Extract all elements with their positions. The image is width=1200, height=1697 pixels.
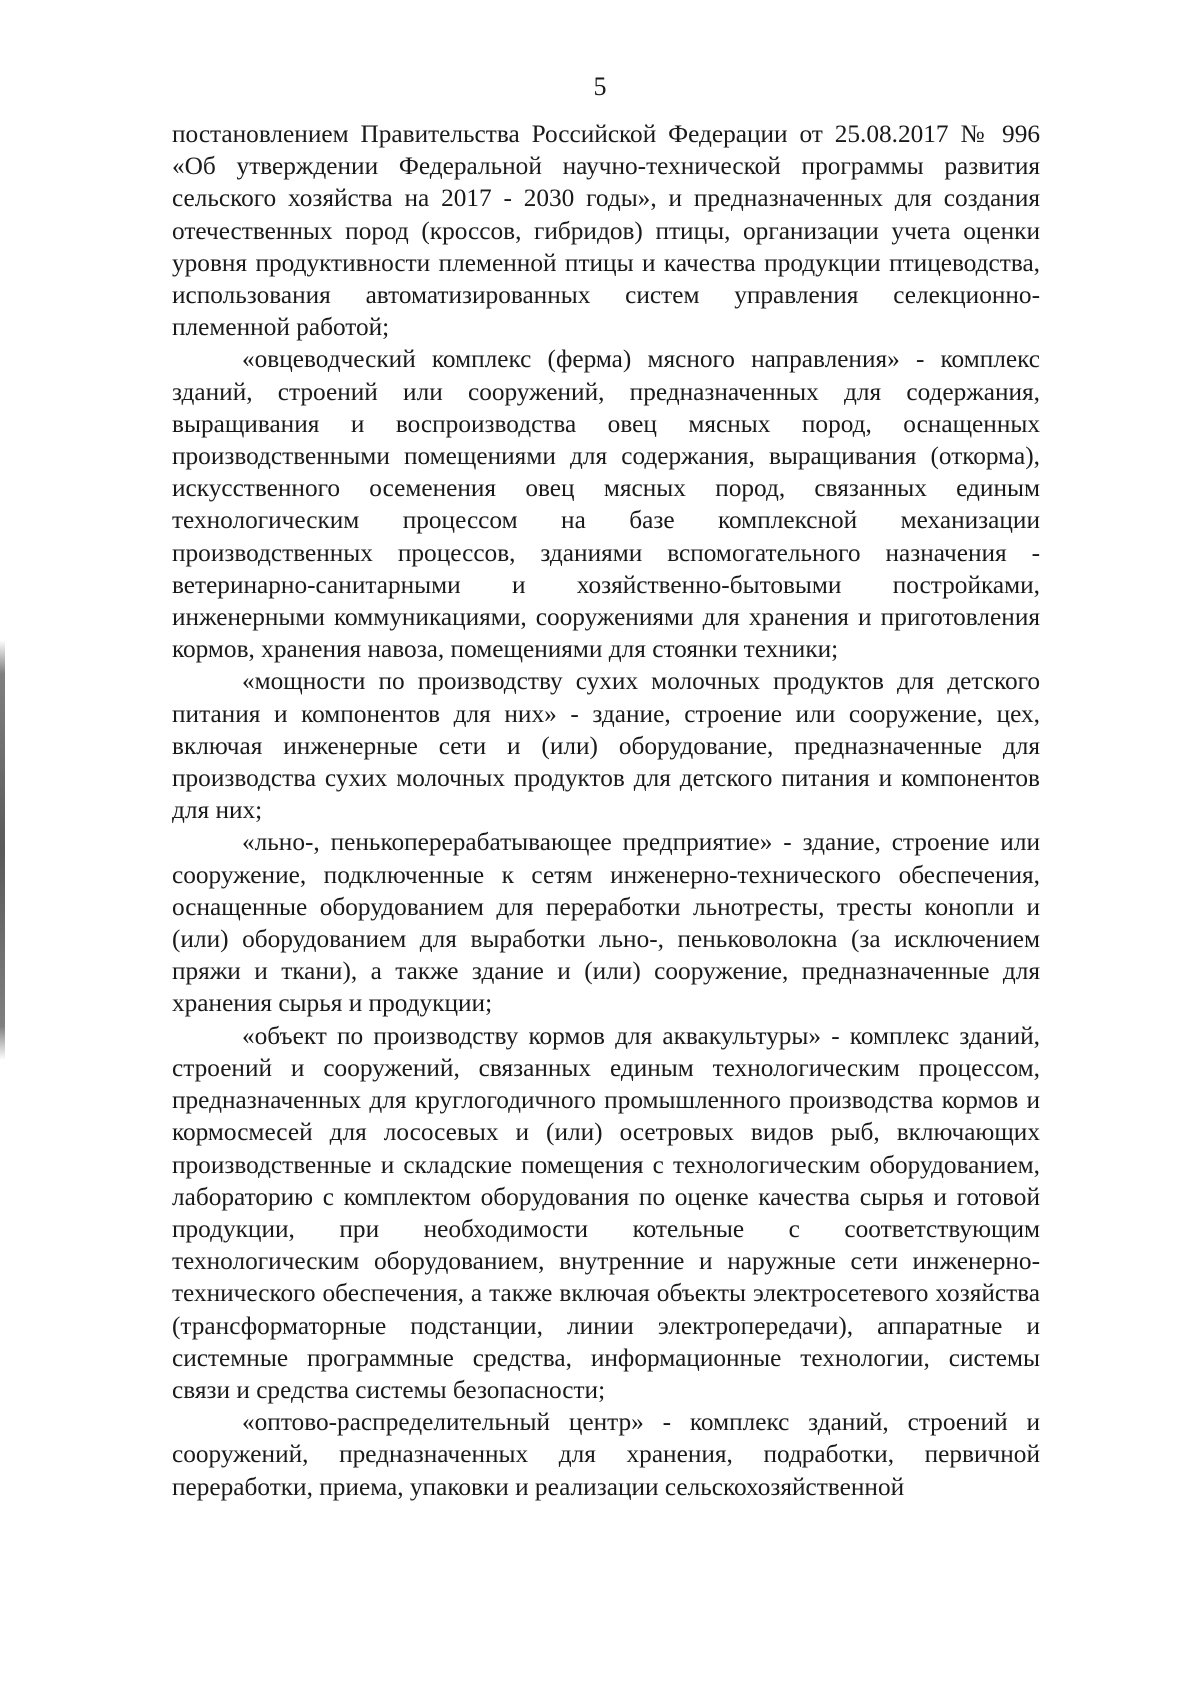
paragraph-dry-milk-capacity: «мощности по производству сухих молочных продуктов для детского питания и компонентов для них» - здание, строение или сооружение, цех, включая инженерные сети и (или) оборудование, предназначенные для производства сухих молочных продуктов для детского питания и компонентов для них; [172,667,1040,825]
paragraph-flax-hemp-enterprise: «льно-, пенькоперерабатывающее предприятие» - здание, строение или сооружение, подключенные к сетям инженерно-технического обеспечения, оснащенные оборудованием для переработки льнотресты, тресты конопли и (или) оборудованием для выработки льно-, пеньковолокна (за исключением пряжи и ткани), а также здание и (или) сооружение, предназначенные для хранения сырья и продукции; [172,828,1040,1018]
paragraph-wholesale-center: «оптово-распределительный центр» - комплекс зданий, строений и сооружений, предназначенных для хранения, подработки, первичной переработки, приема, упаковки и реализации сельскохозяйственной [172,1408,1040,1501]
scan-edge-mark [0,640,5,1060]
paragraph-continuation: постановлением Правительства Российской Федерации от 25.08.2017 № 996 «Об утверждении Федеральной научно-технической программы развития сельского хозяйства на 2017 - 2030 годы», и предназначенных для создания отечественных пород (кроссов, гибридов) птицы, организации учета оценки уровня продуктивности племенной птицы и качества продукции птицеводства, использования автоматизированных систем управления селекционно-племенной работой; [172,120,1040,342]
paragraph-aquaculture-feed: «объект по производству кормов для аквакультуры» - комплекс зданий, строений и сооружений, связанных единым технологическим процессом, предназначенных для круглогодичного промышленного производства кормов и кормосмесей для лососевых и (или) осетровых видов рыб, включающих производственные и складские помещения с технологическим оборудованием, лабораторию с комплектом оборудования по оценке качества сырья и готовой продукции, при необходимости котельные с соответствующим технологическим оборудованием, внутренние и наружные сети инженерно-технического обеспечения, а также включая объекты электросетевого хозяйства (трансформаторные подстанции, линии электропередачи), аппаратные и системные программные средства, информационные технологии, системы связи и средства системы безопасности; [172,1021,1040,1404]
paragraph-sheep-complex: «овцеводческий комплекс (ферма) мясного направления» - комплекс зданий, строений или сооружений, предназначенных для содержания, выращивания и воспроизводства овец мясных пород, оснащенных производственными помещениями для содержания, выращивания (откорма), искусственного осеменения овец мясных пород, связанных единым технологическим процессом на базе комплексной механизации производственных процессов, зданиями вспомогательного назначения - ветеринарно-санитарными и хозяйственно-бытовыми постройками, инженерными коммуникациями, сооружениями для хранения и приготовления кормов, хранения навоза, помещениями для стоянки техники; [172,345,1040,664]
document-body [172,118,1040,1503]
page-number: 5 [593,72,607,101]
